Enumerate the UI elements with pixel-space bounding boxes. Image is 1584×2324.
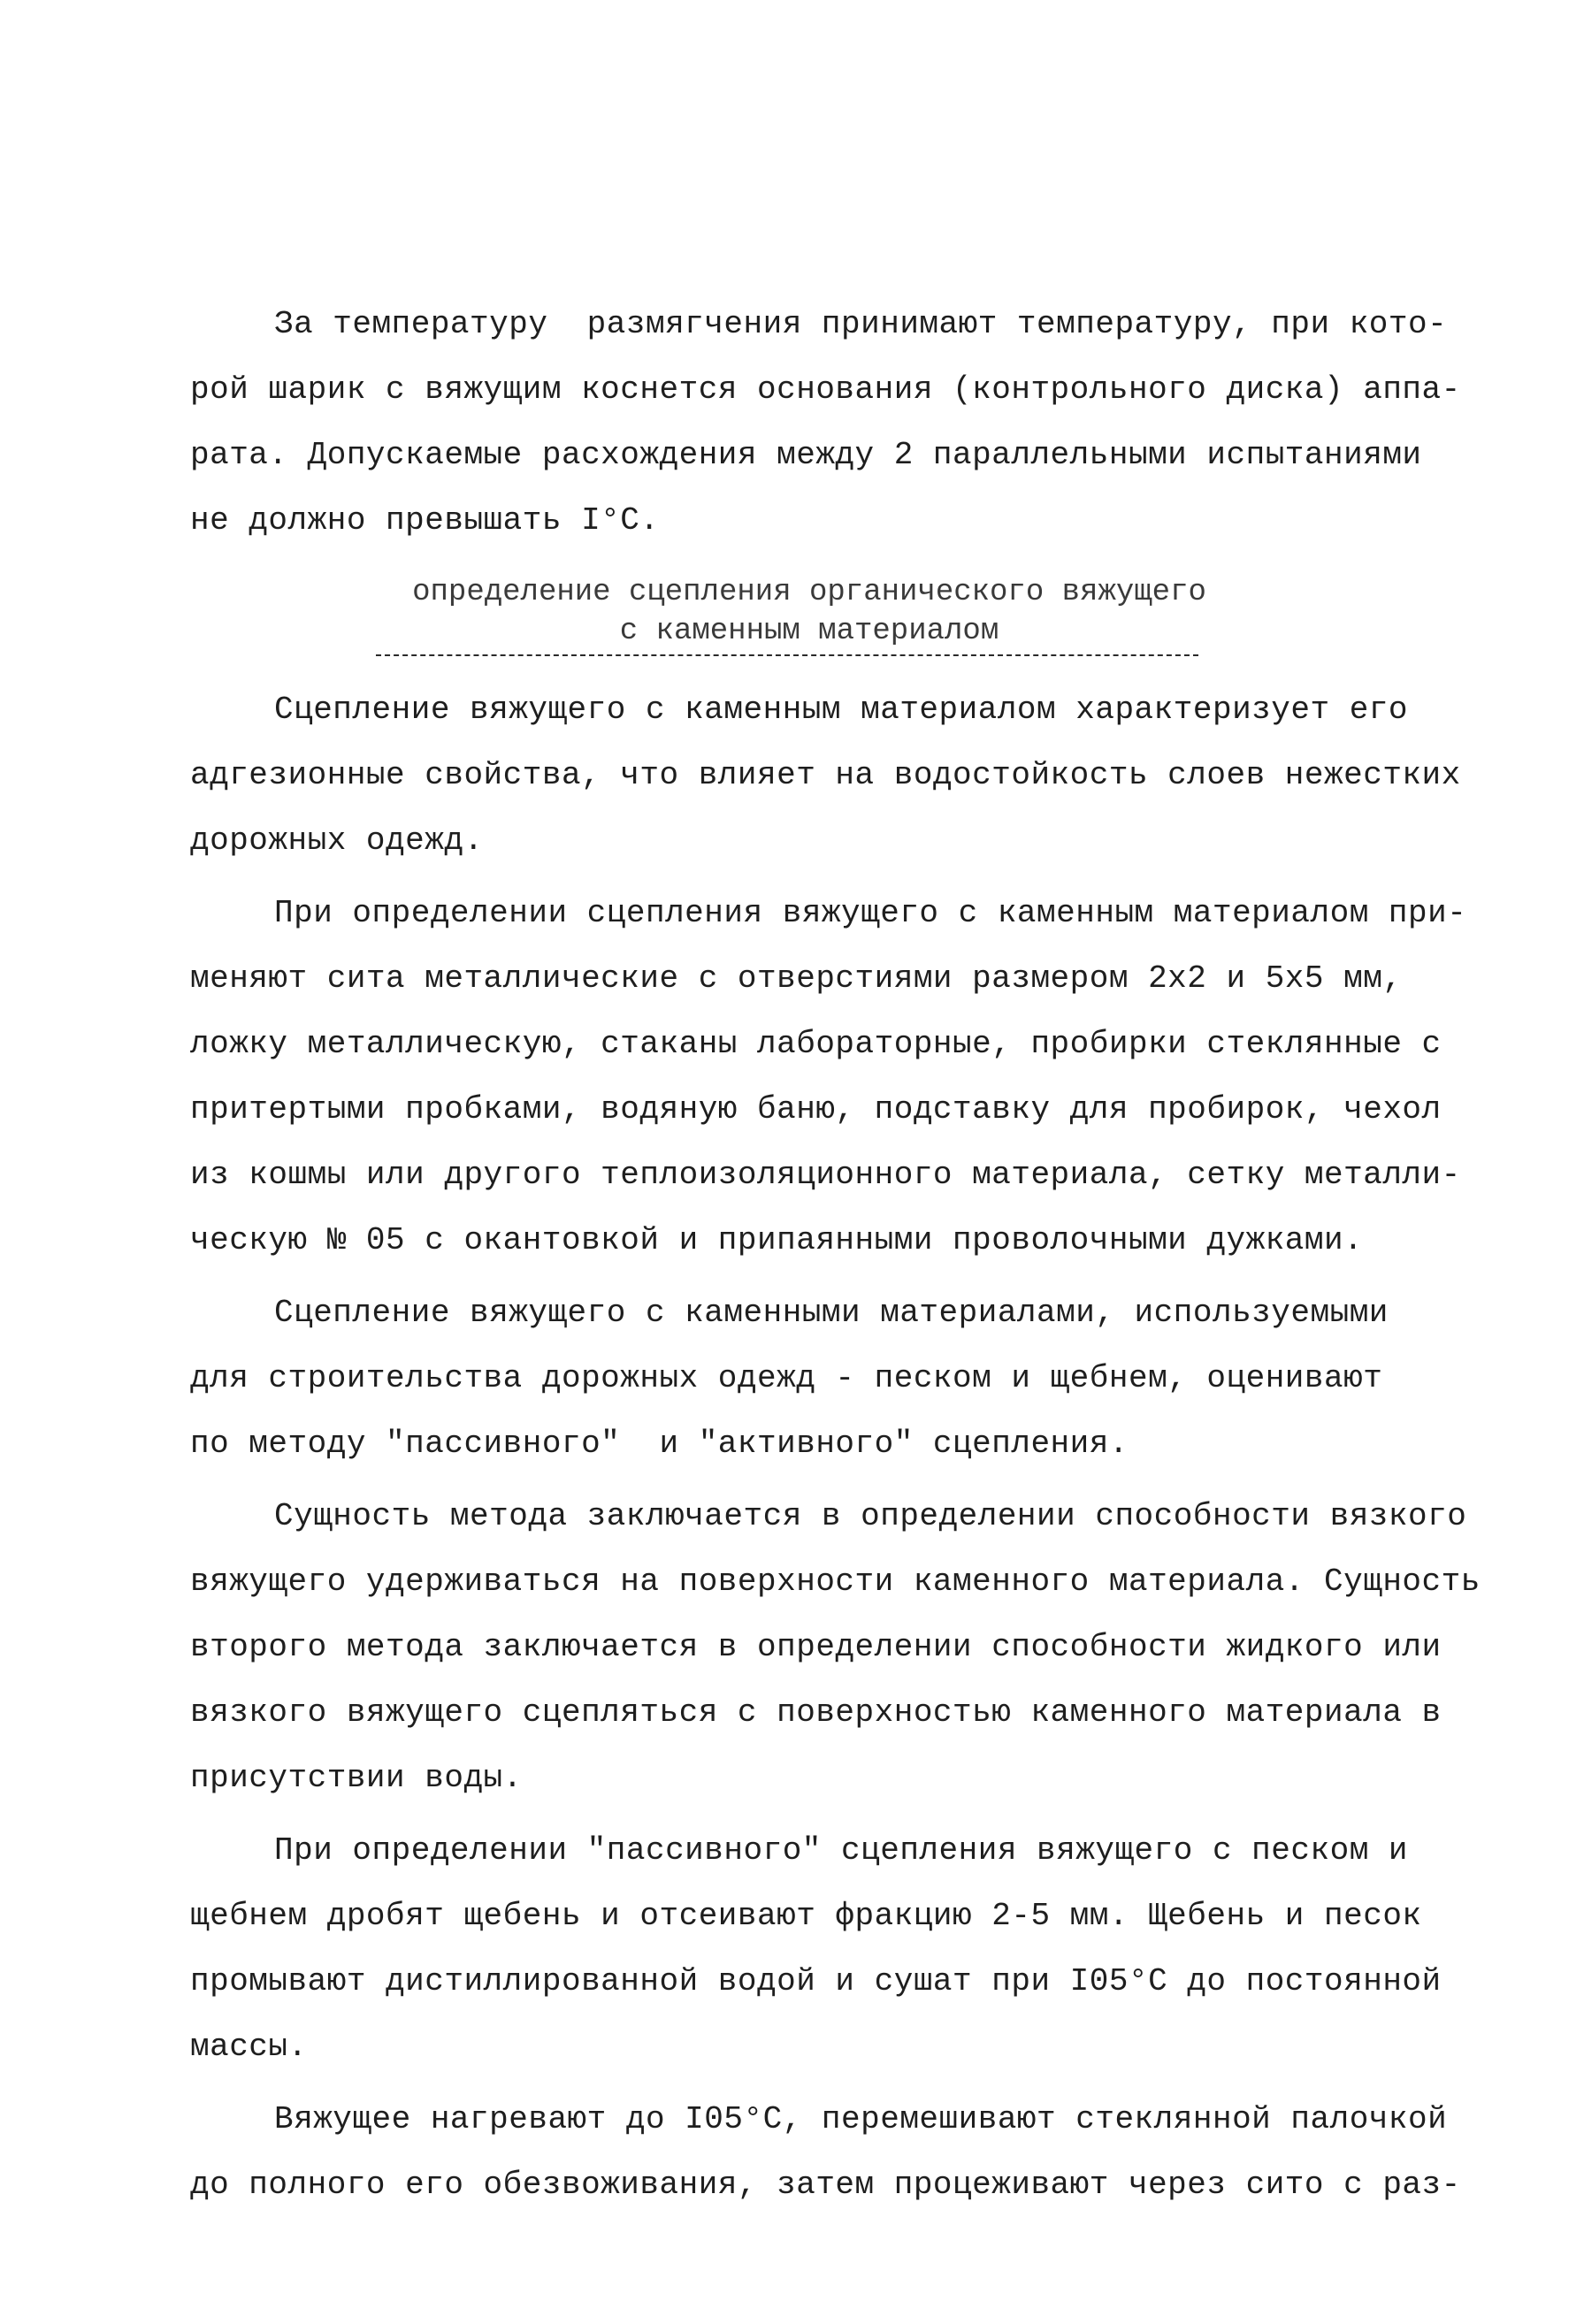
- text-line: ложку металлическую, стаканы лабораторные, пробирки стеклянные с: [190, 1026, 1442, 1062]
- paragraph-passive-adhesion: [190, 1818, 1442, 2080]
- heading-line-2: с каменным материалом: [619, 615, 999, 648]
- heading-underline: [376, 654, 1198, 656]
- text-line: При определении сцепления вяжущего с каменным материалом при-: [274, 895, 1467, 931]
- text-line: адгезионные свойства, что влияет на водостойкость слоев нежестких: [190, 757, 1461, 793]
- document-body: [190, 292, 1481, 2218]
- text-line: рой шарик с вяжущим коснется основания (контрольного диска) аппа-: [190, 371, 1461, 408]
- text-line: Сцепление вяжущего с каменным материалом характеризует его: [274, 692, 1409, 728]
- text-line: промывают дистиллированной водой и сушат при I05°С до постоянной: [190, 1963, 1442, 1999]
- text-line: рата. Допускаемые расхождения между 2 параллельными испытаниями: [190, 437, 1422, 473]
- text-line: При определении "пассивного" сцепления вяжущего с песком и: [274, 1832, 1409, 1869]
- text-line: по методу "пассивного" и "активного" сцепления.: [190, 1426, 1129, 1462]
- text-line: массы.: [190, 2029, 308, 2065]
- text-line: Вяжущее нагревают до I05°С, перемешивают стеклянной палочкой: [274, 2101, 1448, 2137]
- text-line: из кошмы или другого теплоизоляционного материала, сетку металли-: [190, 1157, 1461, 1193]
- paragraph-binder-heating: [190, 2087, 1461, 2218]
- text-line: вяжущего удерживаться на поверхности каменного материала. Сущность: [190, 1563, 1481, 1600]
- text-line: Сцепление вяжущего с каменными материалами, используемыми: [274, 1295, 1389, 1331]
- text-line: дорожных одежд.: [190, 822, 484, 859]
- text-line: За температуру размягчения принимают температуру, при кото-: [274, 306, 1448, 342]
- paragraph-equipment: [190, 881, 1467, 1273]
- paragraph-softening-temperature: [190, 292, 1461, 554]
- text-line: второго метода заключается в определении способности жидкого или: [190, 1629, 1442, 1665]
- text-line: не должно превышать I°С.: [190, 502, 660, 539]
- text-line: щебнем дробят щебень и отсеивают фракцию 2-5 мм. Щебень и песок: [190, 1898, 1422, 1934]
- text-line: притертыми пробками, водяную баню, подставку для пробирок, чехол: [190, 1091, 1442, 1128]
- paragraph-method-essence: [190, 1484, 1481, 1811]
- text-line: для строительства дорожных одежд - песком и щебнем, оценивают: [190, 1360, 1383, 1396]
- text-line: ческую № 05 с окантовкой и припаянными проволочными дужками.: [190, 1222, 1364, 1258]
- section-heading: [190, 573, 1428, 651]
- text-line: присутствии воды.: [190, 1760, 523, 1796]
- paragraph-methods: [190, 1280, 1428, 1477]
- text-line: вязкого вяжущего сцепляться с поверхностью каменного материала в: [190, 1694, 1442, 1731]
- text-line: Сущность метода заключается в определении способности вязкого: [274, 1498, 1467, 1534]
- heading-line-1: определение сцепления органического вяжущего: [412, 576, 1206, 609]
- text-line: меняют сита металлические с отверстиями размером 2х2 и 5х5 мм,: [190, 960, 1403, 997]
- paragraph-adhesion-intro: [190, 677, 1461, 874]
- text-line: до полного его обезвоживания, затем процеживают через сито с раз-: [190, 2167, 1461, 2203]
